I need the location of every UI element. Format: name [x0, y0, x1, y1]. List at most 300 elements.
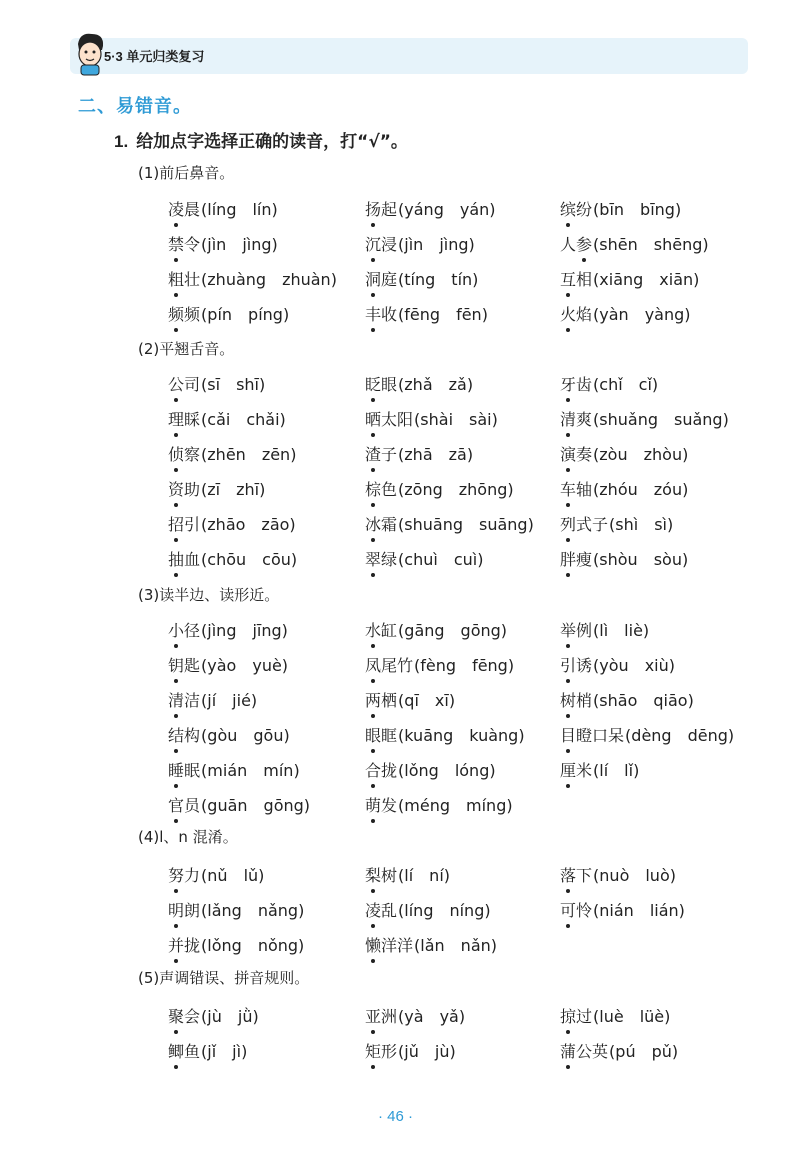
- word-suffix: 栖: [381, 691, 398, 710]
- pinyin-option-1[interactable]: guān: [207, 796, 248, 815]
- pinyin-option-2[interactable]: níng: [449, 901, 485, 920]
- pinyin-option-1[interactable]: cǎi: [207, 410, 231, 429]
- pinyin-option-2[interactable]: cōu: [262, 550, 291, 569]
- word-suffix: 构: [184, 726, 201, 745]
- pinyin-item: [365, 372, 473, 395]
- pinyin-choices: (lí ní): [398, 866, 451, 885]
- pinyin-choices: (fèng fēng): [414, 656, 515, 675]
- pinyin-option-1[interactable]: zhuàng: [207, 270, 267, 289]
- pinyin-item: [365, 477, 514, 500]
- word-suffix: 血: [184, 550, 201, 569]
- pinyin-choices: (líng lín): [201, 200, 278, 219]
- dotted-character: 互: [560, 267, 576, 290]
- dotted-character: 缤: [560, 197, 576, 220]
- pinyin-option-2[interactable]: shēng: [653, 235, 703, 254]
- pinyin-choices: (lǎng nǎng): [201, 901, 305, 920]
- word-suffix: 发: [381, 796, 398, 815]
- pinyin-option-1[interactable]: jìn: [207, 235, 227, 254]
- dotted-character: 棕: [365, 477, 381, 500]
- word-suffix: 力: [184, 866, 201, 885]
- dotted-character: 矩: [365, 1039, 381, 1062]
- word-suffix: 例: [576, 621, 593, 640]
- dotted-character: 两: [365, 688, 381, 711]
- pinyin-choices: (jǐ jì): [201, 1042, 248, 1061]
- pinyin-option-2[interactable]: luò: [645, 866, 670, 885]
- word-suffix: 绿: [381, 550, 398, 569]
- pinyin-item: [365, 898, 491, 921]
- pinyin-option-2[interactable]: xiù: [644, 656, 669, 675]
- pinyin-item: [168, 723, 290, 746]
- dotted-character: 树: [560, 688, 576, 711]
- pinyin-option-1[interactable]: jù: [207, 1007, 222, 1026]
- pinyin-option-1[interactable]: zhēn: [207, 445, 246, 464]
- pinyin-choices: (shuǎng suǎng): [593, 410, 729, 429]
- pinyin-option-2[interactable]: jìng: [242, 235, 272, 254]
- pinyin-option-1[interactable]: fēng: [404, 305, 441, 324]
- pinyin-option-1[interactable]: líng: [404, 901, 434, 920]
- word-suffix: 径: [184, 621, 201, 640]
- dotted-character: 水: [365, 618, 381, 641]
- pinyin-option-2[interactable]: lín: [252, 200, 272, 219]
- pinyin-choices: (líng níng): [398, 901, 491, 920]
- pinyin-option-1[interactable]: lǎn: [420, 936, 445, 955]
- pinyin-option-1[interactable]: nǔ: [207, 866, 228, 885]
- subsection-label: (5)声调错误、拼音规则。: [138, 969, 310, 987]
- pinyin-item: [560, 653, 675, 676]
- pinyin-item: [560, 197, 681, 220]
- word-suffix: 子: [381, 445, 398, 464]
- dotted-character: 聚: [168, 1004, 184, 1027]
- pinyin-item: [560, 267, 699, 290]
- pinyin-choices: (lǎn nǎn): [414, 936, 498, 955]
- pinyin-option-2[interactable]: qiāo: [653, 691, 688, 710]
- pinyin-option-1[interactable]: sī: [207, 375, 221, 394]
- pinyin-choices: (jù jǜ): [201, 1007, 259, 1026]
- pinyin-item: [365, 1004, 465, 1027]
- pinyin-choices: (sī shī): [201, 375, 266, 394]
- pinyin-option-1[interactable]: jìn: [404, 235, 424, 254]
- dotted-character: 公: [168, 372, 184, 395]
- pinyin-option-1[interactable]: líng: [207, 200, 237, 219]
- pinyin-item: [168, 477, 265, 500]
- pinyin-choices: (luè lüè): [593, 1007, 671, 1026]
- pinyin-option-1[interactable]: pín: [207, 305, 233, 324]
- pinyin-option-1[interactable]: bīn: [599, 200, 625, 219]
- dotted-character: 掠: [560, 1004, 576, 1027]
- pinyin-option-2[interactable]: cuì: [453, 550, 478, 569]
- dotted-character: 抽: [168, 547, 184, 570]
- pinyin-item: [560, 1039, 678, 1062]
- pinyin-option-1[interactable]: chōu: [207, 550, 247, 569]
- pinyin-option-2[interactable]: shī: [236, 375, 259, 394]
- pinyin-item: [168, 197, 278, 220]
- pinyin-option-2[interactable]: yán: [459, 200, 490, 219]
- dotted-character: 凌: [365, 898, 381, 921]
- dotted-character: 频: [168, 302, 184, 325]
- pinyin-option-1[interactable]: zhā: [404, 445, 433, 464]
- pinyin-option-2[interactable]: zóu: [653, 480, 683, 499]
- pinyin-choices: (pín píng): [201, 305, 290, 324]
- pinyin-option-2[interactable]: zāo: [261, 515, 290, 534]
- pinyin-item: [560, 302, 691, 325]
- pinyin-option-1[interactable]: shuǎng: [599, 410, 658, 429]
- word-suffix: 匙: [184, 656, 201, 675]
- pinyin-choices: (zī zhī): [201, 480, 266, 499]
- dotted-character: 鲫: [168, 1039, 184, 1062]
- pinyin-option-2[interactable]: cǐ: [638, 375, 652, 394]
- pinyin-choices: (shāo qiāo): [593, 691, 694, 710]
- pinyin-option-1[interactable]: xiāng: [599, 270, 644, 289]
- subsection-label: (3)读半边、读形近。: [138, 586, 280, 604]
- pinyin-option-2[interactable]: nǎn: [460, 936, 491, 955]
- pinyin-option-1[interactable]: yà: [404, 1007, 424, 1026]
- pinyin-option-2[interactable]: chǎi: [246, 410, 280, 429]
- pinyin-option-1[interactable]: lì: [599, 621, 609, 640]
- pinyin-option-2[interactable]: jǜ: [237, 1007, 253, 1026]
- pinyin-option-2[interactable]: pǔ: [651, 1042, 672, 1061]
- pinyin-item: [560, 688, 694, 711]
- pinyin-choices: (chōu cōu): [201, 550, 298, 569]
- word-suffix: 焰: [576, 305, 593, 324]
- pinyin-option-1[interactable]: shāo: [599, 691, 638, 710]
- pinyin-option-1[interactable]: zōng: [404, 480, 443, 499]
- pinyin-item: [168, 863, 264, 886]
- pinyin-choices: (lǒng nǒng): [201, 936, 305, 955]
- pinyin-choices: (lì liè): [593, 621, 650, 640]
- pinyin-option-2[interactable]: mín: [263, 761, 294, 780]
- pinyin-choices: (yàn yàng): [593, 305, 691, 324]
- pinyin-option-1[interactable]: dèng: [631, 726, 672, 745]
- pinyin-choices: (guān gōng): [201, 796, 311, 815]
- pinyin-option-1[interactable]: méng: [404, 796, 451, 815]
- pinyin-option-2[interactable]: zhōng: [458, 480, 508, 499]
- pinyin-option-2[interactable]: yàng: [644, 305, 685, 324]
- pinyin-choices: (yáng yán): [398, 200, 496, 219]
- word-suffix: 晨: [184, 200, 201, 219]
- word-suffix: 形: [381, 1042, 398, 1061]
- pinyin-option-2[interactable]: jù: [434, 1042, 450, 1061]
- word-suffix: 司: [184, 375, 201, 394]
- word-suffix: 相: [576, 270, 593, 289]
- pinyin-option-1[interactable]: lǒng: [207, 936, 242, 955]
- dotted-character: 扬: [365, 197, 381, 220]
- pinyin-item: [365, 232, 475, 255]
- pinyin-option-2[interactable]: lüè: [639, 1007, 665, 1026]
- subsection-label: (2)平翘舌音。: [138, 340, 235, 358]
- dotted-character: 清: [560, 407, 576, 430]
- pinyin-option-1[interactable]: zī: [207, 480, 221, 499]
- pinyin-option-2[interactable]: gōng: [460, 621, 501, 640]
- pinyin-option-1[interactable]: lǒng: [404, 761, 439, 780]
- pinyin-option-1[interactable]: jǔ: [404, 1042, 419, 1061]
- pinyin-choices: (shài sài): [414, 410, 498, 429]
- pinyin-option-2[interactable]: míng: [466, 796, 507, 815]
- pinyin-option-2[interactable]: nǒng: [257, 936, 299, 955]
- dotted-character: 结: [168, 723, 184, 746]
- word-suffix: 庭: [381, 270, 398, 289]
- dotted-character: 招: [168, 512, 184, 535]
- page-number: · 46 ·: [378, 1108, 414, 1125]
- pinyin-item: [560, 1004, 670, 1027]
- dotted-character: 侦: [168, 442, 184, 465]
- pinyin-choices: (zhāo zāo): [201, 515, 296, 534]
- word-suffix: 霜: [381, 515, 398, 534]
- pinyin-option-2[interactable]: jì: [232, 1042, 242, 1061]
- pinyin-option-2[interactable]: gōu: [253, 726, 284, 745]
- pinyin-choices: (méng míng): [398, 796, 513, 815]
- pinyin-option-2[interactable]: jié: [232, 691, 251, 710]
- word-suffix: 公英: [576, 1042, 609, 1061]
- word-suffix: 起: [381, 200, 398, 219]
- pinyin-item: [560, 407, 729, 430]
- pinyin-choices: (lí lǐ): [593, 761, 640, 780]
- subsection-label: (4)l、n 混淆。: [138, 828, 238, 846]
- pinyin-choices: (chǐ cǐ): [593, 375, 659, 394]
- pinyin-option-2[interactable]: tín: [451, 270, 473, 289]
- pinyin-item: [365, 407, 498, 430]
- question-number: 1.: [114, 132, 129, 151]
- word-suffix: 员: [184, 796, 201, 815]
- pinyin-choices: (zhóu zóu): [593, 480, 689, 499]
- pinyin-option-1[interactable]: kuāng: [404, 726, 454, 745]
- pinyin-option-1[interactable]: chǐ: [599, 375, 623, 394]
- pinyin-choices: (shuāng suāng): [398, 515, 534, 534]
- pinyin-option-2[interactable]: zā: [448, 445, 467, 464]
- pinyin-option-1[interactable]: yáng: [404, 200, 444, 219]
- pinyin-option-2[interactable]: liè: [624, 621, 643, 640]
- pinyin-choices: (nián lián): [593, 901, 685, 920]
- pinyin-choices: (zōng zhōng): [398, 480, 514, 499]
- dotted-character: 举: [560, 618, 576, 641]
- pinyin-item: [365, 863, 450, 886]
- pinyin-option-1[interactable]: gāng: [404, 621, 445, 640]
- pinyin-option-2[interactable]: nǎng: [257, 901, 299, 920]
- pinyin-item: [560, 232, 709, 255]
- pinyin-option-1[interactable]: chuì: [404, 550, 438, 569]
- pinyin-item: [560, 863, 676, 886]
- pinyin-option-1[interactable]: gòu: [207, 726, 238, 745]
- pinyin-option-1[interactable]: mián: [207, 761, 248, 780]
- dotted-character: 资: [168, 477, 184, 500]
- question-text: 给加点字选择正确的读音，打“√”。: [136, 132, 408, 152]
- word-suffix: 收: [381, 305, 398, 324]
- pinyin-item: [168, 933, 304, 956]
- word-suffix: 瞪口呆: [576, 726, 625, 745]
- dotted-character: 渣: [365, 442, 381, 465]
- pinyin-option-2[interactable]: zǎ: [448, 375, 467, 394]
- dotted-character: 丰: [365, 302, 381, 325]
- pinyin-option-1[interactable]: zhāo: [207, 515, 246, 534]
- pinyin-option-2[interactable]: sì: [654, 515, 667, 534]
- dotted-character: 睡: [168, 758, 184, 781]
- word-suffix: 鱼: [184, 1042, 201, 1061]
- pinyin-option-2[interactable]: jìng: [439, 235, 469, 254]
- header-title: 5·3 单元归类复习: [104, 49, 205, 64]
- pinyin-item: [365, 793, 513, 816]
- pinyin-option-1[interactable]: nuò: [599, 866, 630, 885]
- pinyin-option-1[interactable]: tíng: [404, 270, 436, 289]
- pinyin-option-2[interactable]: lóng: [454, 761, 490, 780]
- pinyin-option-1[interactable]: yòu: [599, 656, 629, 675]
- pinyin-choices: (jìn jìng): [201, 235, 278, 254]
- pinyin-option-1[interactable]: jǐ: [207, 1042, 217, 1061]
- pinyin-option-2[interactable]: zhī: [236, 480, 260, 499]
- word-suffix: 树: [381, 866, 398, 885]
- pinyin-option-1[interactable]: nián: [599, 901, 634, 920]
- avatar-icon: [72, 30, 108, 76]
- word-suffix: 怜: [576, 901, 593, 920]
- dotted-character: 眼: [365, 723, 381, 746]
- dotted-character: 努: [168, 863, 184, 886]
- word-suffix: 浸: [381, 235, 398, 254]
- pinyin-item: [168, 758, 300, 781]
- pinyin-item: [560, 618, 649, 641]
- pinyin-option-2[interactable]: gōng: [263, 796, 304, 815]
- word-suffix: 梢: [576, 691, 593, 710]
- pinyin-option-2[interactable]: sài: [469, 410, 492, 429]
- pinyin-option-1[interactable]: fèng: [420, 656, 457, 675]
- word-suffix: 爽: [576, 410, 593, 429]
- pinyin-choices: (nuò luò): [593, 866, 676, 885]
- pinyin-option-2[interactable]: suāng: [479, 515, 528, 534]
- pinyin-choices: (jí jié): [201, 691, 258, 710]
- pinyin-option-1[interactable]: zhǎ: [404, 375, 433, 394]
- pinyin-option-2[interactable]: zēn: [261, 445, 291, 464]
- pinyin-option-2[interactable]: kuàng: [469, 726, 519, 745]
- word-suffix: 米: [576, 761, 593, 780]
- dotted-character: 眨: [365, 372, 381, 395]
- pinyin-option-2[interactable]: bīng: [640, 200, 675, 219]
- pinyin-option-2[interactable]: zhuàn: [282, 270, 331, 289]
- word-suffix: 洁: [184, 691, 201, 710]
- pinyin-item: [168, 302, 289, 325]
- dotted-character: 并: [168, 933, 184, 956]
- pinyin-choices: (yào yuè): [201, 656, 289, 675]
- word-suffix: 下: [576, 866, 593, 885]
- pinyin-choices: (jǔ jù): [398, 1042, 456, 1061]
- word-suffix: 洲: [381, 1007, 398, 1026]
- pinyin-item: [168, 793, 310, 816]
- pinyin-option-1[interactable]: jí: [207, 691, 217, 710]
- pinyin-option-1[interactable]: pú: [615, 1042, 636, 1061]
- pinyin-option-2[interactable]: sòu: [653, 550, 682, 569]
- word-suffix: 奏: [576, 445, 593, 464]
- pinyin-option-2[interactable]: píng: [248, 305, 283, 324]
- word-suffix: 过: [576, 1007, 593, 1026]
- pinyin-choices: (qī xī): [398, 691, 456, 710]
- pinyin-item: [168, 267, 337, 290]
- pinyin-option-2[interactable]: suǎng: [674, 410, 723, 429]
- pinyin-item: [365, 933, 497, 956]
- word-suffix: 齿: [576, 375, 593, 394]
- pinyin-item: [168, 653, 288, 676]
- pinyin-option-1[interactable]: shēn: [599, 235, 638, 254]
- word-suffix: 纷: [576, 200, 593, 219]
- pinyin-item: [365, 512, 534, 535]
- pinyin-choices: (chuì cuì): [398, 550, 484, 569]
- pinyin-option-1[interactable]: qī: [404, 691, 419, 710]
- dotted-character: 凤: [365, 653, 381, 676]
- dotted-character: 钥: [168, 653, 184, 676]
- pinyin-option-1[interactable]: lí: [404, 866, 414, 885]
- word-suffix: 令: [184, 235, 201, 254]
- dotted-character: 落: [560, 863, 576, 886]
- dotted-character: 洞: [365, 267, 381, 290]
- pinyin-item: [365, 197, 496, 220]
- pinyin-item: [168, 688, 257, 711]
- pinyin-option-2[interactable]: lián: [649, 901, 679, 920]
- word-suffix: 尾竹: [381, 656, 414, 675]
- pinyin-option-2[interactable]: lǔ: [243, 866, 259, 885]
- pinyin-choices: (shì sì): [609, 515, 674, 534]
- pinyin-choices: (mián mín): [201, 761, 300, 780]
- pinyin-option-1[interactable]: shòu: [599, 550, 638, 569]
- pinyin-option-2[interactable]: yuè: [252, 656, 282, 675]
- pinyin-option-2[interactable]: jīng: [252, 621, 282, 640]
- pinyin-option-1[interactable]: shuāng: [404, 515, 463, 534]
- pinyin-choices: (tíng tín): [398, 270, 479, 289]
- word-suffix: 眶: [381, 726, 398, 745]
- pinyin-option-2[interactable]: dēng: [687, 726, 728, 745]
- pinyin-item: [168, 512, 296, 535]
- pinyin-choices: (cǎi chǎi): [201, 410, 286, 429]
- pinyin-option-2[interactable]: xī: [434, 691, 449, 710]
- dotted-character: 亚: [365, 1004, 381, 1027]
- dotted-character: 懒: [365, 933, 381, 956]
- dotted-character: 列: [560, 512, 576, 535]
- dotted-character: 明: [168, 898, 184, 921]
- pinyin-option-1[interactable]: zòu: [599, 445, 628, 464]
- pinyin-item: [560, 547, 688, 570]
- pinyin-option-1[interactable]: yào: [207, 656, 237, 675]
- pinyin-option-1[interactable]: lí: [599, 761, 609, 780]
- pinyin-choices: (zòu zhòu): [593, 445, 689, 464]
- dotted-character: 参: [576, 232, 592, 255]
- pinyin-option-1[interactable]: yàn: [599, 305, 629, 324]
- pinyin-item: [168, 1039, 247, 1062]
- pinyin-option-1[interactable]: lǎng: [207, 901, 242, 920]
- pinyin-option-2[interactable]: fēng: [472, 656, 508, 675]
- word-suffix: 太阳: [381, 410, 414, 429]
- pinyin-item: [365, 653, 514, 676]
- pinyin-option-1[interactable]: shài: [420, 410, 454, 429]
- word-suffix: 察: [184, 445, 201, 464]
- pinyin-option-1[interactable]: luè: [599, 1007, 624, 1026]
- dotted-character: 翠: [365, 547, 381, 570]
- word-suffix: 壮: [184, 270, 201, 289]
- pinyin-option-1[interactable]: jìng: [207, 621, 237, 640]
- pinyin-option-2[interactable]: yǎ: [439, 1007, 459, 1026]
- pinyin-item: [168, 407, 286, 430]
- pinyin-option-2[interactable]: xiān: [659, 270, 694, 289]
- dotted-character: 牙: [560, 372, 576, 395]
- dotted-character: 清: [168, 688, 184, 711]
- pinyin-option-2[interactable]: fēn: [456, 305, 482, 324]
- pinyin-option-1[interactable]: shì: [615, 515, 639, 534]
- pinyin-option-1[interactable]: zhóu: [599, 480, 638, 499]
- pinyin-item: [560, 898, 685, 921]
- dotted-character: 胖: [560, 547, 576, 570]
- dotted-character: 凌: [168, 197, 184, 220]
- pinyin-choices: (yòu xiù): [593, 656, 675, 675]
- pinyin-choices: (pú pǔ): [609, 1042, 679, 1061]
- word-prefix: 人: [560, 235, 577, 254]
- word-suffix: 引: [184, 515, 201, 534]
- pinyin-option-2[interactable]: zhòu: [643, 445, 683, 464]
- pinyin-option-2[interactable]: ní: [429, 866, 444, 885]
- word-suffix: 瘦: [576, 550, 593, 569]
- pinyin-option-2[interactable]: lǐ: [624, 761, 634, 780]
